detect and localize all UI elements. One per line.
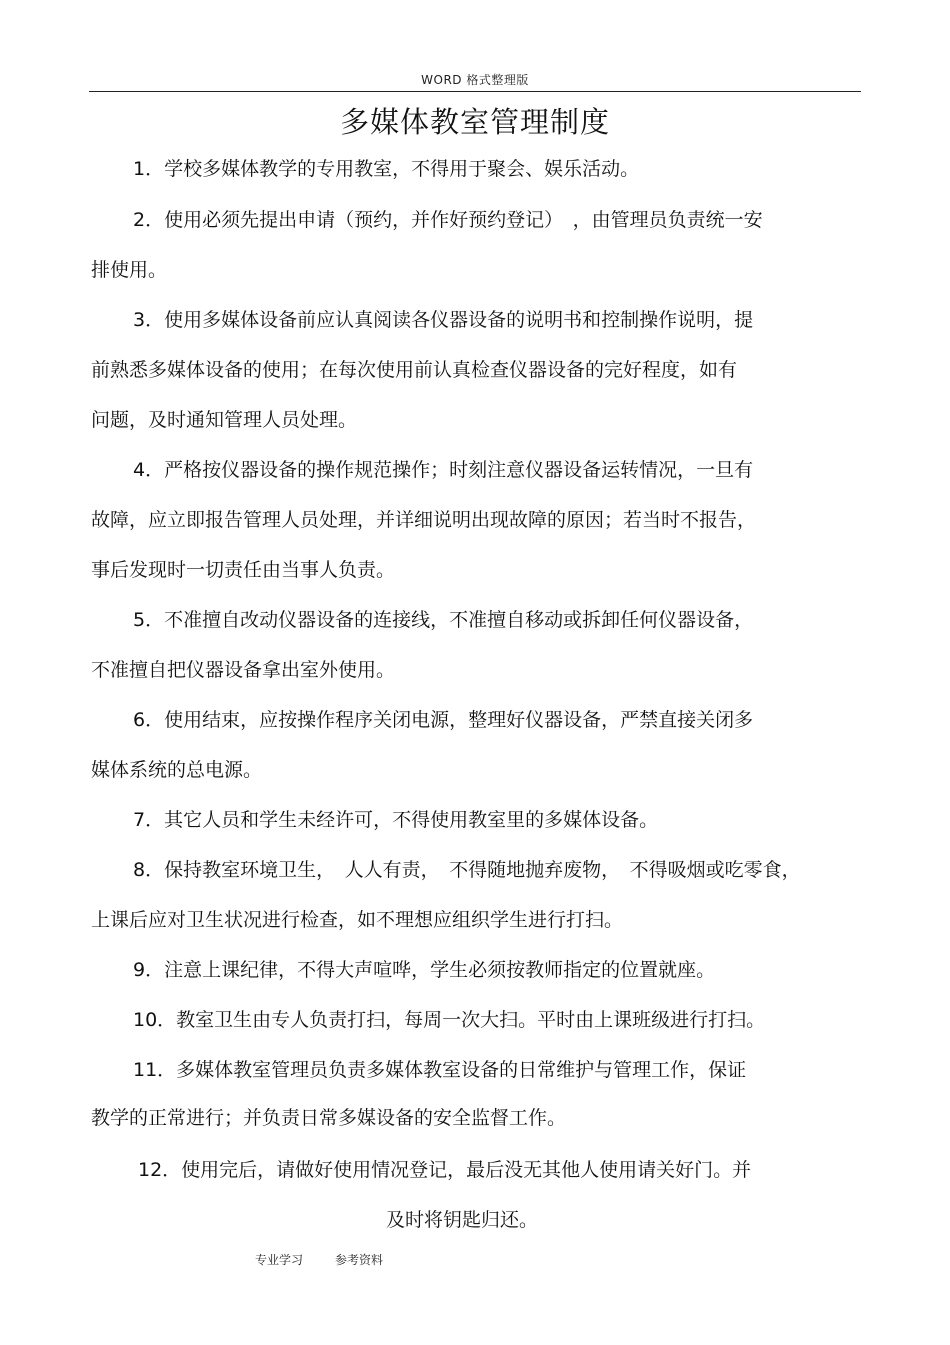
rule-12-line-2: 及时将钥匙归还。: [386, 1209, 539, 1231]
rule-3-line-3: 问题，及时通知管理人员处理。: [91, 409, 358, 431]
rule-5-line-2: 不准擅自把仪器设备拿出室外使用。: [91, 659, 396, 681]
rule-4-line-3: 事后发现时一切责任由当事人负责。: [91, 559, 396, 581]
rule-7-line-1: 7．其它人员和学生未经许可，不得使用教室里的多媒体设备。: [133, 809, 659, 831]
rule-9-line-1: 9．注意上课纪律，不得大声喧哗，学生必须按教师指定的位置就座。: [133, 959, 716, 981]
rule-11-line-1: 11．多媒体教室管理员负责多媒体教室设备的日常维护与管理工作，保证: [133, 1059, 747, 1081]
rule-8-line-1: 8．保持教室环境卫生， 人人有责， 不得随地抛弃废物， 不得吸烟或吃零食，: [133, 859, 801, 881]
rule-12-line-1: 12．使用完后，请做好使用情况登记，最后没无其他人使用请关好门。并: [138, 1159, 752, 1181]
footer-label-study: 专业学习: [255, 1253, 304, 1267]
rule-4-line-1: 4．严格按仪器设备的操作规范操作；时刻注意仪器设备运转情况，一旦有: [133, 459, 754, 481]
rule-10-line-1: 10．教室卫生由专人负责打扫，每周一次大扫。平时由上课班级进行打扫。: [133, 1009, 766, 1031]
rule-4-line-2: 故障，应立即报告管理人员处理，并详细说明出现故障的原因；若当时不报告，: [91, 509, 757, 531]
rule-11-line-2: 教学的正常进行；并负责日常多媒设备的安全监督工作。: [91, 1107, 567, 1129]
rule-2-line-1: 2．使用必须先提出申请（预约，并作好预约登记） ，由管理员负责统一安: [133, 209, 763, 231]
rule-5-line-1: 5．不准擅自改动仪器设备的连接线，不准擅自移动或拆卸任何仪器设备，: [133, 609, 754, 631]
rule-3-line-2: 前熟悉多媒体设备的使用；在每次使用前认真检查仪器设备的完好程度，如有: [91, 359, 738, 381]
rule-1-line-1: 1．学校多媒体教学的专用教室，不得用于聚会、娱乐活动。: [133, 158, 640, 180]
rule-8-line-2: 上课后应对卫生状况进行检查，如不理想应组织学生进行打扫。: [91, 909, 624, 931]
rule-6-line-1: 6．使用结束，应按操作程序关闭电源，整理好仪器设备，严禁直接关闭多: [133, 709, 754, 731]
header-divider: [89, 91, 861, 92]
rule-2-line-2: 排使用。: [91, 259, 168, 281]
footer-label-reference: 参考资料: [335, 1253, 384, 1267]
document-title: 多媒体教室管理制度: [339, 105, 610, 139]
rule-6-line-2: 媒体系统的总电源。: [91, 759, 263, 781]
page-header-label: WORD 格式整理版: [421, 73, 529, 87]
rule-3-line-1: 3．使用多媒体设备前应认真阅读各仪器设备的说明书和控制操作说明，提: [133, 309, 754, 331]
